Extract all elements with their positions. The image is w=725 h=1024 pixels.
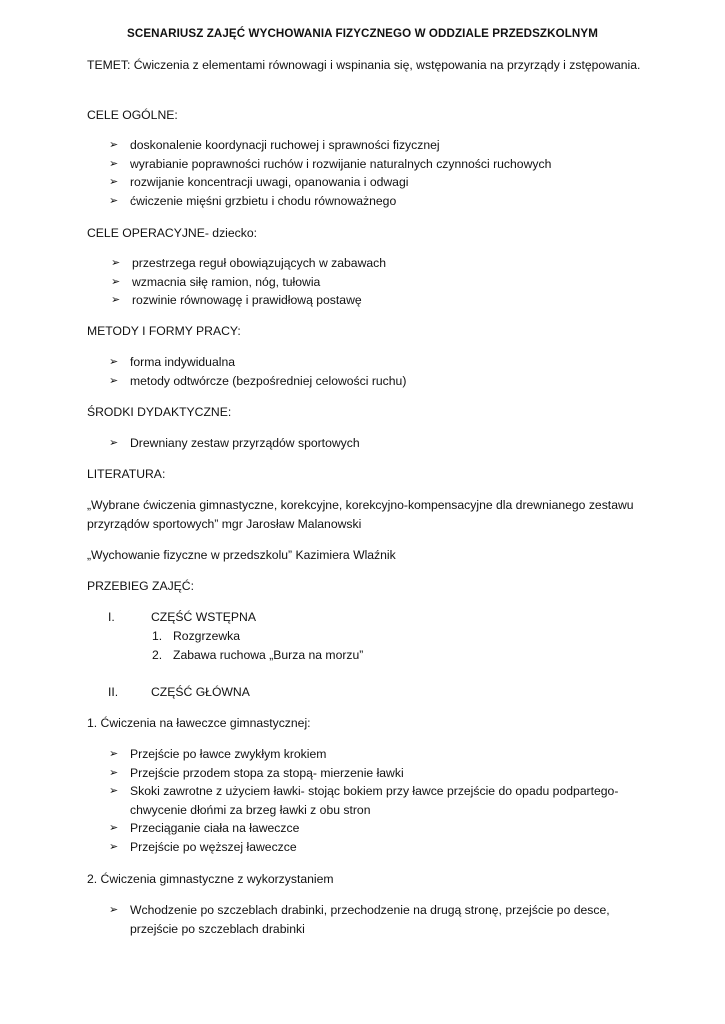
list-item: ➢ forma indywidualna xyxy=(109,353,645,372)
teaching-aids-list xyxy=(109,434,645,453)
arrowhead-bullet-icon: ➢ xyxy=(109,139,119,151)
general-goals-heading: CELE OGÓLNE: xyxy=(87,108,178,122)
list-item: ➢ wzmacnia siłę ramion, nóg, tułowia xyxy=(111,273,645,292)
general-goals-list xyxy=(109,136,645,210)
arrowhead-bullet-icon: ➢ xyxy=(109,356,119,368)
list-item: 1. Rozgrzewka xyxy=(152,629,241,643)
exercise-list xyxy=(109,745,645,857)
list-item: ➢ wyrabianie poprawności ruchów i rozwijanie naturalnych czynności ruchowych xyxy=(109,155,645,174)
numbered-list xyxy=(152,627,363,664)
document-page: SCENARIUSZ ZAJĘĆ WYCHOWANIA FIZYCZNEGO W ODDZIALE PRZEDSZKOLNYM TEMET: Ćwiczenia z elementami równowagi i wspinania się, wstępowania na przyrządy i zstępowania. CELE OGÓLNE: ➢ doskonalenie koordynacji ruchowej i sprawności fizycznej ➢ wyrabianie poprawności ruchów i rozwijanie naturalnych czynności ruchowych ➢ rozwijanie koncentracji uwagi, opanowania i odwagi ➢ ćwiczenie mięśni grzbietu i chodu równoważnego CELE OPERACYJNE- dziecko: ➢ przestrzega reguł obowiązujących w zabawach ➢ wzmacnia siłę ramion, nóg, tułowia ➢ rozwinie równowagę i prawidłową postawę METODY I FORMY PRACY: ➢ forma indywidualna ➢ metody odtwórcze (bezpośredniej celowości ruchu) ŚRODKI DYDAKTYCZNE: ➢ Drewniany zestaw przyrządów sportowych LITERATURA: „Wybrane ćwiczenia gimnastyczne, korekcyjne, korekcyjno-kompensacyjne dla drewnianego zestawu przyrządów sportowych” mgr Jarosław Malanowski „Wychowanie fizyczne w przedszkolu” Kazimiera Wlaźnik PRZEBIEG ZAJĘĆ: I. CZĘŚĆ WSTĘPNA 1. Rozgrzewka 2. Zabawa ruchowa „Burza na morzu” II. CZĘŚĆ GŁÓWNA 1. Ćwiczenia na ławeczce gimnastycznej: ➢ Przejście po ławce zwykłym krokiem ➢ Przejście przodem stopa za stopą- mierzenie ławki ➢ Skoki zawrotne z użyciem ławki- stojąc bokiem przy ławce przejście do opadu podpartego- chwycenie dłońmi za brzeg ławki z obu stron ➢ Przeciąganie ciała na ławeczce ➢ Przejście po węższej ławeczce 2. Ćwiczenia gimnastyczne z wykorzystaniem ➢ Wchodzenie po szczeblach drabinki, przechodzenie na drugą stronę, przejście po desce, przejście po szczeblach drabinki xyxy=(0,0,725,1024)
arrowhead-bullet-icon: ➢ xyxy=(109,194,119,207)
exercise-heading: 1. Ćwiczenia na ławeczce gimnastycznej: xyxy=(87,716,311,730)
list-item: ➢ Przejście przodem stopa za stopą- mierzenie ławki xyxy=(109,764,645,783)
list-item: ➢ ćwiczenie mięśni grzbietu i chodu równoważnego xyxy=(109,192,645,211)
teaching-aids-heading: ŚRODKI DYDAKTYCZNE: xyxy=(87,405,232,419)
list-item: ➢ przestrzega reguł obowiązujących w zabawach xyxy=(111,254,645,273)
exercise-list xyxy=(109,901,645,938)
list-item: ➢ doskonalenie koordynacji ruchowej i sprawności fizycznej xyxy=(109,136,645,155)
list-item: ➢ Przejście po ławce zwykłym krokiem xyxy=(109,745,645,764)
lesson-course-heading: PRZEBIEG ZAJĘĆ: xyxy=(87,579,194,593)
arrowhead-bullet-icon: ➢ xyxy=(109,437,119,449)
list-item: ➢ Przeciąganie ciała na ławeczce xyxy=(109,819,645,838)
arrowhead-bullet-icon: ➢ xyxy=(111,257,121,269)
literature-heading: LITERATURA: xyxy=(87,467,166,481)
list-item: ➢ metody odtwórcze (bezpośredniej celowości ruchu) xyxy=(109,372,645,391)
list-item: ➢ Wchodzenie po szczeblach drabinki, przechodzenie na drugą stronę, przejście po desce, przejście po szczeblach drabinki xyxy=(109,903,610,936)
list-item: ➢ Drewniany zestaw przyrządów sportowych xyxy=(109,434,645,453)
arrowhead-bullet-icon: ➢ xyxy=(109,766,119,779)
arrowhead-bullet-icon: ➢ xyxy=(111,294,121,307)
list-item: ➢ rozwinie równowagę i prawidłową postawę xyxy=(111,291,645,310)
arrowhead-bullet-icon: ➢ xyxy=(109,840,119,853)
arrowhead-bullet-icon: ➢ xyxy=(109,157,119,170)
literature-entry: „Wybrane ćwiczenia gimnastyczne, korekcyjne, korekcyjno-kompensacyjne dla drewnianego zestawu przyrządów sportowych” mgr Jarosław Malanowski xyxy=(87,498,634,531)
topic-paragraph: TEMET: Ćwiczenia z elementami równowagi i wspinania się, wstępowania na przyrządy i zstępowania. xyxy=(87,58,641,72)
arrowhead-bullet-icon: ➢ xyxy=(109,176,119,189)
list-item: ➢ rozwijanie koncentracji uwagi, opanowania i odwagi xyxy=(109,173,645,192)
document-title: SCENARIUSZ ZAJĘĆ WYCHOWANIA FIZYCZNEGO W ODDZIALE PRZEDSZKOLNYM xyxy=(127,27,598,40)
arrowhead-bullet-icon: ➢ xyxy=(109,822,119,835)
exercise-heading: 2. Ćwiczenia gimnastyczne z wykorzystaniem xyxy=(87,872,334,886)
operational-goals-heading: CELE OPERACYJNE- dziecko: xyxy=(87,226,258,240)
arrowhead-bullet-icon: ➢ xyxy=(109,748,119,760)
arrowhead-bullet-icon: ➢ xyxy=(111,275,121,288)
list-item: ➢ Przejście po węższej ławeczce xyxy=(109,838,645,857)
list-item: 2. Zabawa ruchowa „Burza na morzu” xyxy=(152,647,364,662)
methods-heading: METODY I FORMY PRACY: xyxy=(87,324,241,338)
list-item: ➢ Skoki zawrotne z użyciem ławki- stojąc bokiem przy ławce przejście do opadu podpartego- chwycenie dłońmi za brzeg ławki z obu stron xyxy=(109,784,619,817)
arrowhead-bullet-icon: ➢ xyxy=(109,785,119,798)
methods-list xyxy=(109,353,645,390)
arrowhead-bullet-icon: ➢ xyxy=(109,904,119,916)
literature-entry: „Wychowanie fizyczne w przedszkolu” Kazimiera Wlaźnik xyxy=(87,548,396,562)
operational-goals-list xyxy=(111,254,645,310)
arrowhead-bullet-icon: ➢ xyxy=(109,374,119,387)
